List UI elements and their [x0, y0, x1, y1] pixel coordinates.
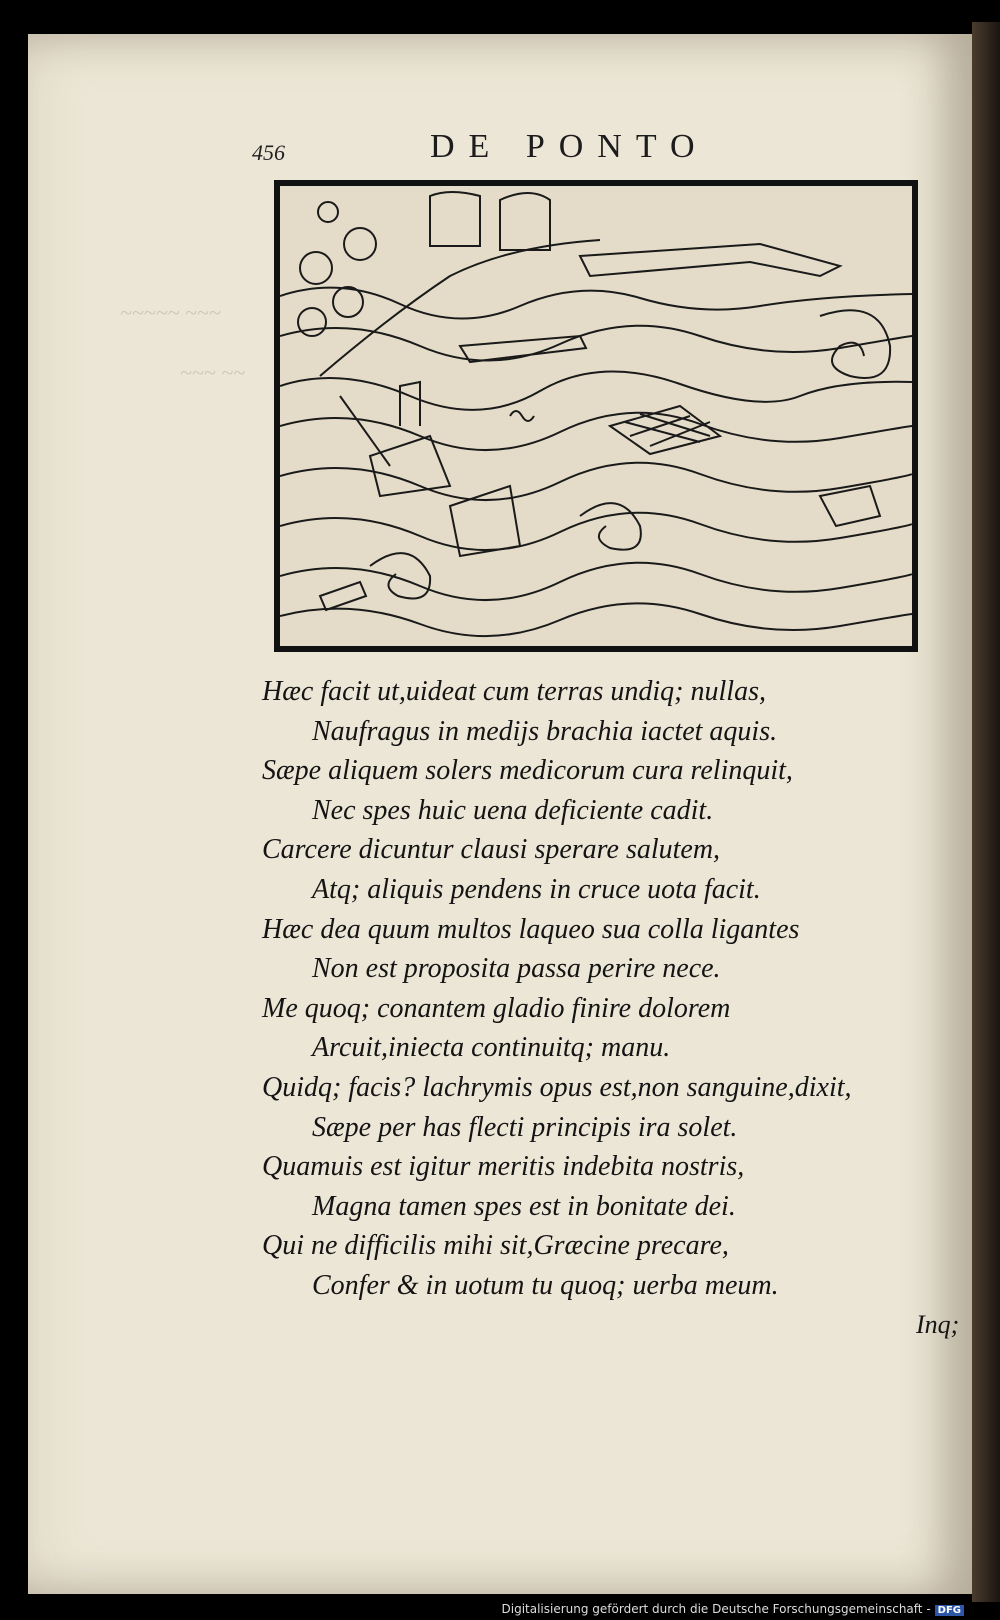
verse-line: Arcuit,iniecta continuitq; manu.	[312, 1032, 671, 1064]
running-head: DE PONTO	[430, 128, 709, 165]
tree-icon	[300, 252, 332, 284]
verse-line: Quidq; facis? lachrymis opus est,non sanguine,dixit,	[262, 1071, 852, 1103]
page-number: 456	[252, 140, 285, 165]
city-tower-icon	[430, 192, 480, 246]
city-tower-icon	[500, 193, 550, 250]
tree-icon	[318, 202, 338, 222]
verse-line: Quamuis est igitur meritis indebita nostris,	[262, 1151, 745, 1183]
verse-line: Nec spes huic uena deficiente cadit.	[312, 794, 714, 826]
catchword: Inq;	[916, 1310, 960, 1339]
verse-line: Sæpe aliquem solers medicorum cura relinquit,	[262, 755, 793, 787]
tree-icon	[333, 287, 363, 317]
verse-line: Carcere dicuntur clausi sperare salutem,	[262, 834, 721, 866]
verse-line: Naufragus in medijs brachia iactet aquis.	[312, 715, 778, 747]
wave-swirl-icon	[370, 553, 430, 598]
wave-swirl-icon	[580, 503, 641, 550]
verse-line: Hæc facit ut,uideat cum terras undiq; nullas,	[262, 676, 766, 707]
verse-line: Atq; aliquis pendens in cruce uota facit.	[312, 873, 761, 905]
verse-line: Magna tamen spes est in bonitate dei.	[312, 1190, 736, 1222]
verse-line: Non est proposita passa perire nece.	[312, 953, 721, 985]
floating-log-icon	[580, 244, 840, 276]
poem-verses	[262, 672, 952, 1306]
dfg-logo-icon: DFG	[935, 1605, 964, 1616]
swimmer-icon	[510, 411, 534, 421]
woodcut-illustration	[274, 180, 918, 652]
verse-line: Hæc dea quum multos laqueo sua colla ligantes	[262, 913, 800, 945]
book-spine	[972, 22, 1000, 1602]
verse-line: Qui ne difficilis mihi sit,Græcine precare,	[262, 1230, 729, 1262]
verse-line: Sæpe per has flecti principis ira solet.	[312, 1111, 738, 1143]
wave-swirl-icon	[820, 310, 890, 378]
credit-text: Digitalisierung gefördert durch die Deutsche Forschungsgemeinschaft -	[501, 1602, 931, 1616]
sinking-ship-icon	[370, 436, 450, 496]
wreck-debris-icon	[820, 486, 880, 526]
shipwreck-woodcut-image	[280, 186, 912, 646]
verse-line: Me quoq; conantem gladio finire dolorem	[262, 992, 731, 1024]
bleed-through-text: ~~~ ~~	[180, 360, 246, 385]
verse-line: Confer & in uotum tu quoq; uerba meum.	[312, 1269, 779, 1301]
bleed-through-text: ~~~~~ ~~~	[120, 300, 221, 325]
tree-icon	[344, 228, 376, 260]
digitization-credit	[502, 1602, 965, 1616]
ship-hull-icon	[450, 486, 520, 556]
floating-barrel-icon	[320, 582, 366, 610]
